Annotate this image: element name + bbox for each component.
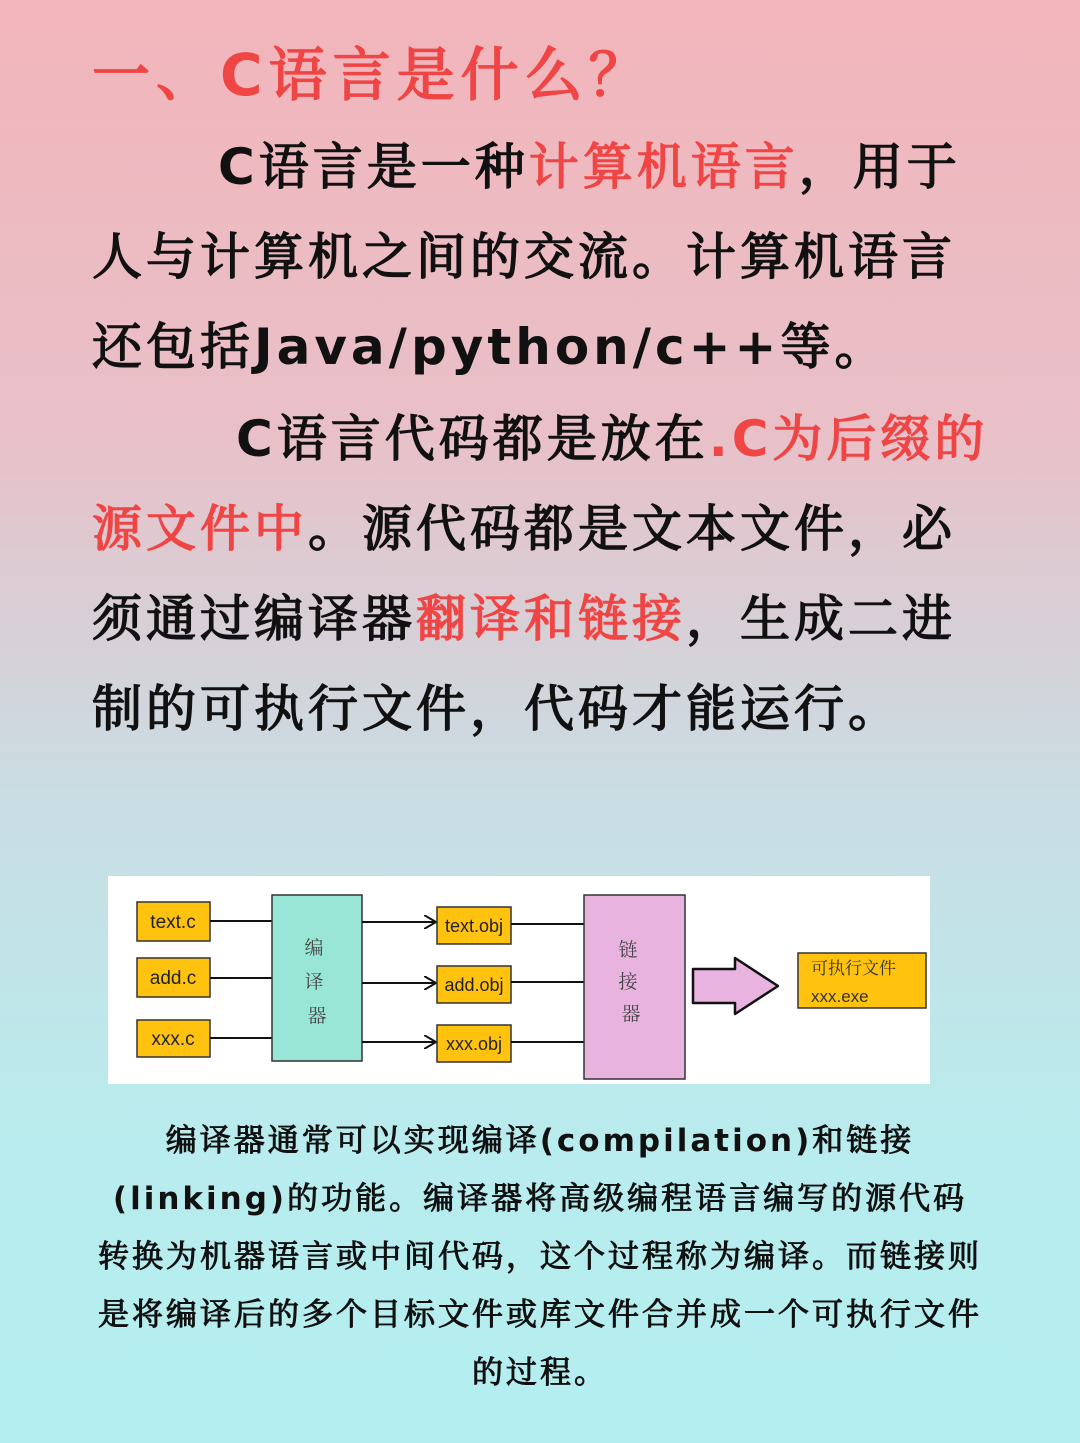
object-label-2: add.obj bbox=[444, 975, 504, 995]
source-text-a: C语言代码都是放在 bbox=[236, 410, 709, 468]
compiler-char-1: 编 bbox=[304, 937, 324, 959]
page-title: 一、C语言是什么？ bbox=[92, 41, 653, 109]
intro-highlight-computer-language: 计算机语言 bbox=[528, 138, 799, 196]
source-highlight-translate-link: 翻译和链接 bbox=[416, 590, 686, 648]
linker-label bbox=[618, 939, 643, 1025]
compiler-char-2: 译 bbox=[304, 971, 324, 993]
intro-text-a: C语言是一种 bbox=[218, 138, 529, 196]
diagram-svg bbox=[108, 876, 930, 1084]
source-file-paragraph bbox=[92, 394, 997, 754]
linker-char-3: 器 bbox=[621, 1003, 641, 1025]
source-text-c: 。源代码都是文本文件，必须通过编译器 bbox=[92, 500, 956, 648]
linker-char-2: 接 bbox=[618, 971, 638, 993]
source-label-1: text.c bbox=[150, 912, 196, 933]
compiler-label bbox=[304, 937, 329, 1027]
compile-link-diagram bbox=[108, 876, 930, 1084]
output-label: 可执行文件 bbox=[811, 959, 896, 979]
source-highlight-suffix: .C为后缀的源文件中 bbox=[92, 410, 989, 558]
linker-char-1: 链 bbox=[618, 939, 638, 961]
object-label-1: text.obj bbox=[444, 916, 504, 936]
output-file: xxx.exe bbox=[811, 987, 869, 1006]
intro-text-c: ，用于人与计算机之间的交流。计算机语言还包括Java/python/c++等。 bbox=[92, 138, 961, 376]
source-label-2: add.c bbox=[149, 968, 197, 989]
source-text-e: ，生成二进制的可执行文件，代码才能运行。 bbox=[92, 590, 956, 738]
linker-to-exe-arrow bbox=[693, 958, 778, 1014]
caption-paragraph: 编译器通常可以实现编译(compilation)和链接(linking)的功能。编译器将高级编程语言编写的源代码转换为机器语言或中间代码，这个过程称为编译。而链接则是将编译后的多个目标文件或库文件合并成一个可执行文件的过程。 bbox=[98, 1123, 982, 1391]
intro-paragraph bbox=[92, 122, 997, 392]
source-label-3: xxx.c bbox=[151, 1029, 195, 1050]
object-label-3: xxx.obj bbox=[445, 1034, 503, 1054]
compiler-char-3: 器 bbox=[307, 1005, 327, 1027]
